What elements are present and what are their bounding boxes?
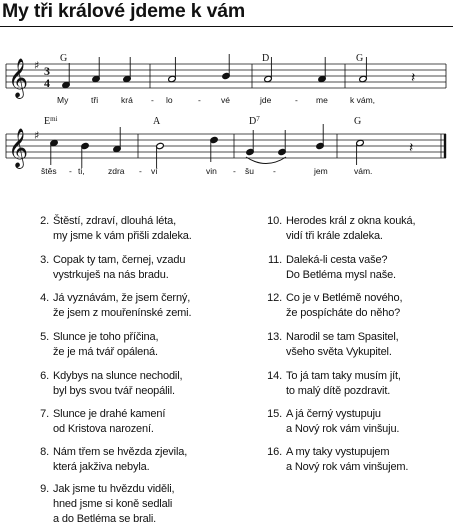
svg-text:𝄞: 𝄞 bbox=[8, 58, 29, 98]
lyric-syllable: šu bbox=[245, 166, 254, 176]
treble-clef-icon bbox=[8, 128, 28, 169]
verse-number: 6. bbox=[40, 370, 49, 382]
verse-text bbox=[286, 369, 401, 399]
chord-em-quality: mi bbox=[50, 115, 58, 123]
lyric-syllable: My bbox=[57, 95, 69, 105]
verse-number: 16. bbox=[267, 446, 282, 458]
verse-text bbox=[286, 214, 415, 244]
verse-line: a Nový rok vám vinšujem. bbox=[286, 461, 409, 473]
verse-line: vystrkuješ na nás bradu. bbox=[53, 269, 169, 281]
verse-number: 2. bbox=[40, 215, 49, 227]
verse-number: 8. bbox=[40, 446, 49, 458]
verse-line: Narodil se tam Spasitel, bbox=[286, 331, 399, 343]
verse-number: 12. bbox=[267, 292, 282, 304]
verse-line: Slunce je toho příčina, bbox=[53, 331, 159, 343]
verse-line: a do Betléma se brali. bbox=[53, 513, 157, 525]
verse-line: Jak jsme tu hvězdu viděli, bbox=[53, 483, 175, 495]
song-title: My tři králové jdeme k vám bbox=[2, 0, 246, 22]
chord-a: A bbox=[153, 116, 161, 127]
treble-clef-icon bbox=[8, 58, 28, 99]
verse-line: že pospícháte do něho? bbox=[286, 307, 401, 319]
verse-line: A my taky vystupujem bbox=[286, 446, 390, 458]
verse-line: hned jsme si koně sedlali bbox=[53, 498, 173, 510]
lyric-syllable: jem bbox=[314, 166, 328, 176]
verse-line: vidí tři krále zdaleka. bbox=[286, 230, 383, 242]
lyric-hyphen: - bbox=[233, 166, 236, 176]
verse-text bbox=[286, 445, 408, 475]
verse-line: To já tam taky musím jít, bbox=[286, 370, 401, 382]
verse-text bbox=[53, 482, 174, 527]
chord-d7-root: D bbox=[249, 116, 257, 127]
verse-number: 7. bbox=[40, 408, 49, 420]
verse-line: od Kristova narození. bbox=[53, 423, 154, 435]
verse-line: Herodes král z okna kouká, bbox=[286, 215, 416, 227]
lyric-hyphen: - bbox=[273, 166, 276, 176]
lyric-syllable: tři bbox=[91, 95, 99, 105]
verse-number: 4. bbox=[40, 292, 49, 304]
verse-line: Štěstí, zdraví, dlouhá léta, bbox=[53, 215, 176, 227]
lyric-syllable: jde bbox=[260, 95, 272, 105]
lyric-hyphen: - bbox=[295, 95, 298, 105]
lyric-syllable: vé bbox=[221, 95, 230, 105]
key-signature-sharp-icon: ♯ bbox=[34, 129, 40, 142]
verse-line: Nám třem se hvězda zjevila, bbox=[53, 446, 188, 458]
quarter-rest-icon: 𝄽 bbox=[411, 70, 416, 86]
lyric-syllable: zdra bbox=[108, 166, 125, 176]
verse-line: Slunce je drahé kamení bbox=[53, 408, 166, 420]
verses bbox=[0, 214, 453, 529]
verse-number: 9. bbox=[40, 483, 49, 495]
verse-number: 14. bbox=[267, 370, 282, 382]
verse-line: byl bys svou tvář neopálil. bbox=[53, 385, 175, 397]
verse-text bbox=[286, 407, 399, 437]
staff-2 bbox=[6, 134, 446, 158]
sheet-music bbox=[0, 0, 453, 200]
chord-g-1: G bbox=[60, 53, 68, 64]
verse-number: 5. bbox=[40, 331, 49, 343]
lyric-hyphen: - bbox=[198, 95, 201, 105]
verse-line: to malý dítě pozdravit. bbox=[286, 385, 391, 397]
verse-text bbox=[286, 291, 402, 321]
verse-line: Kdybys na slunce nechodil, bbox=[53, 370, 183, 382]
verse-line: všeho světa Vykupitel. bbox=[286, 346, 392, 358]
verse-number: 13. bbox=[267, 331, 282, 343]
svg-text:𝄞: 𝄞 bbox=[8, 128, 29, 168]
verse-number: 10. bbox=[267, 215, 282, 227]
quarter-rest-icon: 𝄽 bbox=[409, 140, 414, 156]
verse-line: Daleká-li cesta vaše? bbox=[286, 254, 388, 266]
chord-g-3: G bbox=[354, 116, 362, 127]
chord-d-1: D bbox=[262, 53, 270, 64]
lyric-syllable: me bbox=[316, 95, 328, 105]
verse-line: Copak ty tam, černej, vzadu bbox=[53, 254, 186, 266]
lyric-syllable: krá bbox=[121, 95, 133, 105]
lyrics-line-1 bbox=[57, 95, 375, 105]
lyric-syllable: ví bbox=[151, 166, 158, 176]
verse-number: 15. bbox=[267, 408, 282, 420]
chord-d7-quality: 7 bbox=[256, 115, 260, 123]
lyric-syllable: vin bbox=[206, 166, 217, 176]
verse-number: 3. bbox=[40, 254, 49, 266]
verse-line: Co je v Betlémě nového, bbox=[286, 292, 403, 304]
verse-text bbox=[286, 253, 396, 283]
verse-line: že je má tvář opálená. bbox=[53, 346, 158, 358]
verse-text bbox=[286, 330, 399, 360]
verse-line: že jsem z mouřenínské zemi. bbox=[53, 307, 192, 319]
lyric-syllable: lo bbox=[166, 95, 173, 105]
key-signature-sharp-icon: ♯ bbox=[34, 59, 40, 72]
lyric-syllable: k vám, bbox=[350, 95, 376, 105]
lyric-hyphen: - bbox=[151, 95, 154, 105]
lyric-syllable: vám. bbox=[354, 166, 373, 176]
time-signature bbox=[44, 64, 50, 90]
verse-line: Do Betléma mysl naše. bbox=[286, 269, 396, 281]
verse-line: A já černý vystupuju bbox=[286, 408, 381, 420]
chord-em bbox=[44, 115, 58, 127]
lyric-hyphen: - bbox=[139, 166, 142, 176]
notes-staff-1 bbox=[62, 54, 368, 89]
svg-text:3: 3 bbox=[44, 64, 50, 78]
verse-number: 11. bbox=[267, 254, 282, 266]
lyric-hyphen: - bbox=[69, 166, 72, 176]
verse-line: a Nový rok vám vinšuju. bbox=[286, 423, 400, 435]
lyric-syllable: ti, bbox=[78, 166, 85, 176]
chord-d7 bbox=[249, 115, 260, 127]
lyrics-line-2 bbox=[41, 166, 372, 176]
verse-line: která jakživa nebyla. bbox=[53, 461, 150, 473]
lyric-syllable: štěs bbox=[41, 166, 57, 176]
chord-em-root: E bbox=[44, 116, 51, 127]
verse-line: Já vyznávám, že jsem černý, bbox=[53, 292, 191, 304]
chord-g-2: G bbox=[356, 53, 364, 64]
verse-line: my jsme k vám přišli zdaleka. bbox=[53, 230, 192, 242]
svg-text:4: 4 bbox=[44, 76, 50, 90]
